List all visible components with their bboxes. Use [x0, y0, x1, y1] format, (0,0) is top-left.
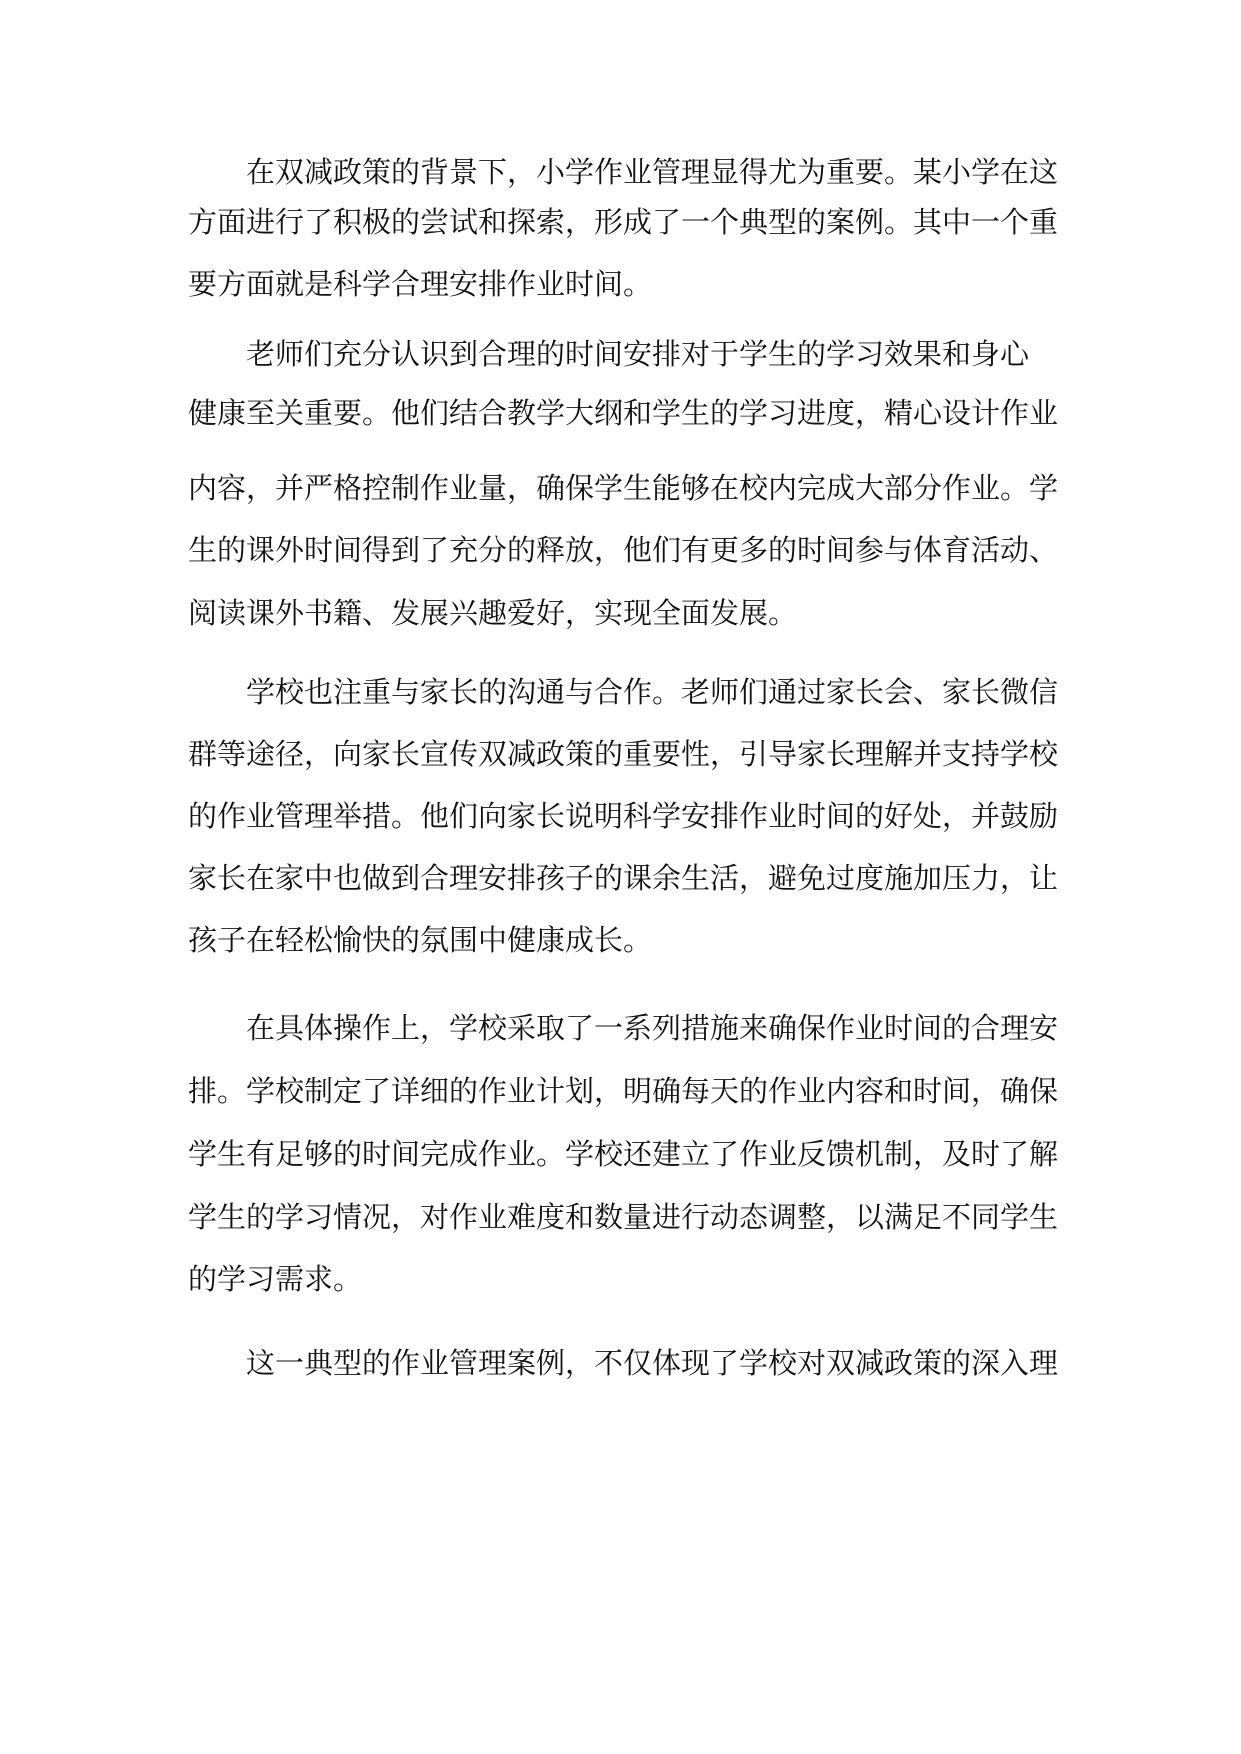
paragraph-3-line-1: 学校也注重与家长的沟通与合作。老师们通过家长会、家长微信	[246, 675, 1059, 709]
paragraph-3-line-4: 家长在家中也做到合理安排孩子的课余生活，避免过度施加压力，让	[188, 861, 1059, 895]
paragraph-4-line-1: 在具体操作上，学校采取了一系列措施来确保作业时间的合理安	[246, 1011, 1059, 1045]
paragraph-4-line-2: 排。学校制定了详细的作业计划，明确每天的作业内容和时间，确保	[188, 1074, 1059, 1108]
paragraph-2-line-2: 健康至关重要。他们结合教学大纲和学生的学习进度，精心设计作业	[188, 396, 1059, 430]
paragraph-1-line-1: 在双减政策的背景下，小学作业管理显得尤为重要。某小学在这	[246, 155, 1059, 189]
paragraph-5-line-1: 这一典型的作业管理案例，不仅体现了学校对双减政策的深入理	[246, 1346, 1059, 1380]
paragraph-3-line-3: 的作业管理举措。他们向家长说明科学安排作业时间的好处，并鼓励	[188, 799, 1059, 833]
paragraph-2-line-4: 生的课外时间得到了充分的释放，他们有更多的时间参与体育活动、	[188, 533, 1059, 567]
paragraph-4-line-3: 学生有足够的时间完成作业。学校还建立了作业反馈机制，及时了解	[188, 1137, 1059, 1171]
paragraph-2-line-3: 内容，并严格控制作业量，确保学生能够在校内完成大部分作业。学	[188, 471, 1059, 505]
paragraph-4-line-5: 的学习需求。	[188, 1262, 363, 1296]
paragraph-3-line-5: 孩子在轻松愉快的氛围中健康成长。	[188, 923, 653, 957]
paragraph-2-line-5: 阅读课外书籍、发展兴趣爱好，实现全面发展。	[188, 596, 798, 630]
paragraph-1-line-3: 要方面就是科学合理安排作业时间。	[188, 267, 653, 301]
paragraph-2-line-1: 老师们充分认识到合理的时间安排对于学生的学习效果和身心	[246, 337, 1030, 371]
paragraph-1-line-2: 方面进行了积极的尝试和探索，形成了一个典型的案例。其中一个重	[188, 205, 1059, 239]
paragraph-3-line-2: 群等途径，向家长宣传双减政策的重要性，引导家长理解并支持学校	[188, 737, 1059, 771]
paragraph-4-line-4: 学生的学习情况，对作业难度和数量进行动态调整，以满足不同学生	[188, 1200, 1059, 1234]
